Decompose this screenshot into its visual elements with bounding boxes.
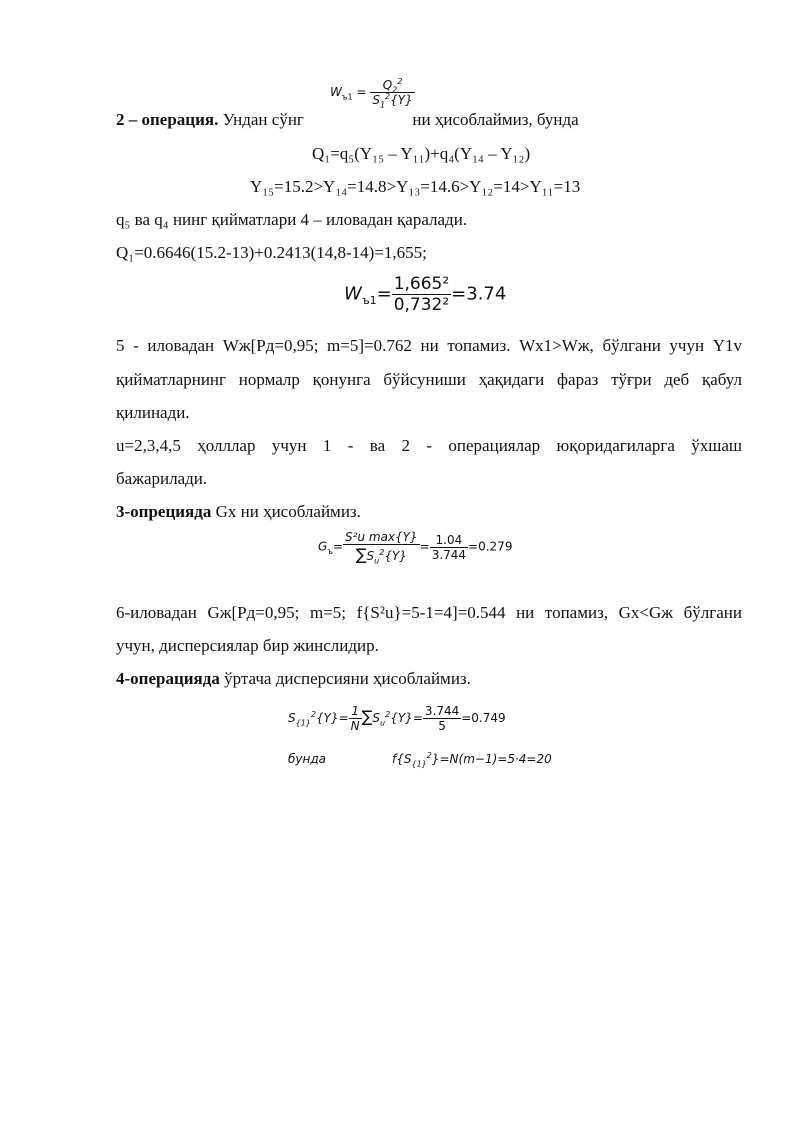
operation-2-line bbox=[116, 110, 579, 130]
operation-3-line bbox=[116, 502, 361, 522]
paragraph-5-line-2: қийматларнинг нормалр қонунга бўйсуниши ҳақидаги фараз тўғри деб қабул bbox=[116, 370, 742, 389]
w-numerator: 1,665² bbox=[393, 274, 450, 294]
q1-value-formula: Q₁=0.6646(15.2-13)+0.2413(14,8-14)=1,655; bbox=[116, 243, 427, 262]
operation-4-heading: 4-операцияда bbox=[116, 669, 220, 688]
operation-2-text-after: ни ҳисоблаймиз, бунда bbox=[412, 110, 579, 129]
g-numerator: S²u max{Y} bbox=[345, 530, 418, 544]
operation-3-text: Gх ни ҳисоблаймиз. bbox=[215, 502, 361, 521]
s-frac-denominator: 5 bbox=[438, 719, 446, 733]
operation-4-text: ўртача дисперсияни ҳисоблаймиз. bbox=[224, 669, 471, 688]
s-result: =0.749 bbox=[461, 711, 506, 725]
operation-3-heading: 3-опрецияда bbox=[116, 502, 212, 521]
w-result: =3.74 bbox=[451, 283, 507, 305]
g-frac-numerator: 1.04 bbox=[430, 533, 468, 548]
w-value-formula: $W_{ъ1}=$ $\frac{\text{1,665²}}{\text{0,732²}}$ =3.74 bbox=[344, 274, 507, 315]
paragraph-6-line-2: учун, дисперсиялар бир жинслидир. bbox=[116, 636, 379, 655]
operation-2-text-before: Ундан сўнг bbox=[222, 110, 304, 129]
s-frac-numerator: 3.744 bbox=[424, 704, 460, 718]
paragraph-5-line-1: 5 - иловадан Wж[Pд=0,95; m=5]=0.762 ни топамиз. Wх1>Wж, бўлгани учун Y1v bbox=[116, 336, 742, 355]
g-result: =0.279 bbox=[468, 539, 513, 554]
w-definition-formula: $W_{ъ1}$ = $\frac{Q_2^2}{S_1^2\{Y\}}$ bbox=[330, 77, 413, 110]
bunda-label: бунда bbox=[288, 752, 326, 766]
q1-general-formula: Q₁=q₅(Y₁₅ – Y₁₁)+q₄(Y₁₄ – Y₁₂) bbox=[312, 144, 531, 163]
y-order-formula: Y₁₅=15.2>Y₁₄=14.8>Y₁₃=14.6>Y₁₂=14>Y₁₁=13 bbox=[250, 177, 581, 196]
g-frac-denominator: 3.744 bbox=[431, 547, 467, 562]
paragraph-6-line-1: 6-иловадан Gж[Pд=0,95; m=5; f{S²u}=5-1=4]=0.544 ни топамиз, Gх<Gж бўлгани bbox=[116, 603, 742, 622]
operation-4-line bbox=[116, 669, 471, 689]
f-expression: =N(m−1)=5·4=20 bbox=[439, 752, 552, 766]
u-cases-line-2: бажарилади. bbox=[116, 469, 208, 488]
g-value-formula: $G_ъ=$ $\frac{\text{S²u max\{Y\}}}{\sum S_u^2\{Y\}}$ = $\frac{1.04}{3.744}$ =0.279 bbox=[318, 530, 513, 566]
operation-2-heading: 2 – операция. bbox=[116, 110, 219, 129]
q-values-note: q₅ ва q₄ нинг қийматлари 4 – иловадан қаралади. bbox=[116, 210, 468, 229]
freedom-degree-formula: $f\{S_{\{1\}}^2\}=N(m-1)=5\cdot 4=20$ bbox=[392, 751, 552, 769]
u-cases-line-1: u=2,3,4,5 ҳолллар учун 1 - ва 2 - операциялар юқоридагиларга ўхшаш bbox=[116, 436, 742, 455]
mean-dispersion-formula: $S_{\{1\}}^2\{Y\}=$ $\frac{1}{N}$ $\sum S_u^2\{Y\}=$ $\frac{3.744}{5}$ =0.749 bbox=[288, 704, 506, 733]
w-denominator: 0,732² bbox=[393, 295, 450, 315]
paragraph-5-line-3: қилинади. bbox=[116, 403, 190, 422]
